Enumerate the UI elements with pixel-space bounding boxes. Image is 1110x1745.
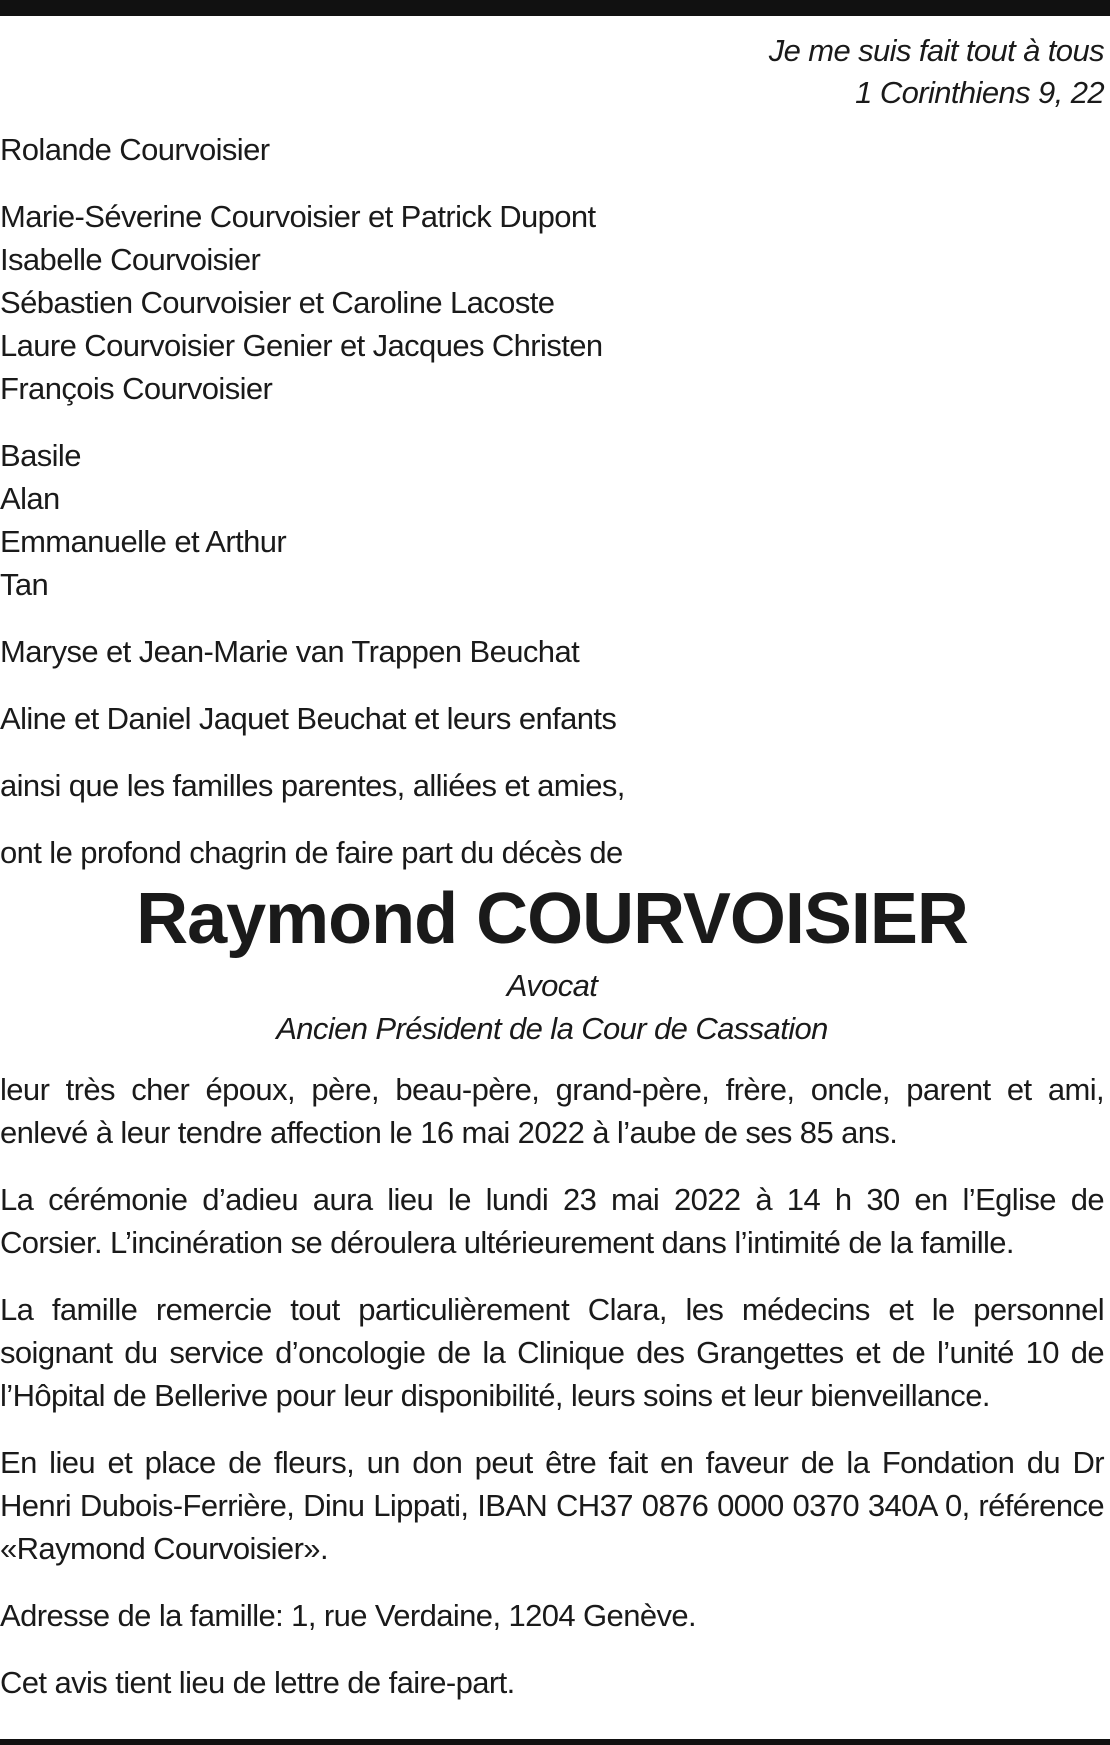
epigraph-quote: Je me suis fait tout à tous <box>768 33 1104 68</box>
child-name: François Courvoisier <box>0 371 273 406</box>
spouse-name: Rolande Courvoisier <box>0 132 270 167</box>
grandchildren-block <box>0 434 1104 606</box>
relatives-block-1 <box>0 630 1104 673</box>
relatives-block-2 <box>0 697 1104 740</box>
top-border-rule <box>0 0 1110 16</box>
child-name: Laure Courvoisier Genier et Jacques Christen <box>0 328 603 363</box>
announcement-line: ont le profond chagrin de faire part du décès de <box>0 835 623 870</box>
relative-line: Aline et Daniel Jaquet Beuchat et leurs enfants <box>0 701 617 736</box>
grandchild-name: Emmanuelle et Arthur <box>0 524 287 559</box>
relative-line: Maryse et Jean-Marie van Trappen Beuchat <box>0 634 580 669</box>
donation-paragraph: En lieu et place de fleurs, un don peut être fait en faveur de la Fondation du Dr Henri Dubois-Ferrière, Dinu Lippati, IBAN CH37 0876 0000 0370 340A 0, référence «Raymond Courvoisier». <box>0 1445 1104 1566</box>
deceased-profession: Avocat <box>506 968 598 1003</box>
grandchild-name: Alan <box>0 481 60 516</box>
child-name: Marie-Séverine Courvoisier et Patrick Dupont <box>0 199 596 234</box>
thanks-paragraph: La famille remercie tout particulièrement Clara, les médecins et le personnel soignant du service d’oncologie de la Clinique des Grangettes et de l’unité 10 de l’Hôpital de Bellerive pour leur disponibilité, leurs soins et leur bienveillance. <box>0 1292 1104 1413</box>
address-paragraph: Adresse de la famille: 1, rue Verdaine, 1204 Genève. <box>0 1598 697 1633</box>
ceremony-paragraph: La cérémonie d’adieu aura lieu le lundi 23 mai 2022 à 14 h 30 en l’Eglise de Corsier. L’incinération se déroulera ultérieurement dans l’intimité de la famille. <box>0 1182 1104 1260</box>
children-block <box>0 195 1104 410</box>
child-name: Isabelle Courvoisier <box>0 242 261 277</box>
relatives-block-3 <box>0 764 1104 807</box>
deceased-titles <box>0 964 1104 1050</box>
announcement-line-block <box>0 831 1104 874</box>
tribute-paragraph: leur très cher époux, père, beau-père, grand-père, frère, oncle, parent et ami, enlevé à leur tendre affection le 16 mai 2022 à l’aube de ses 85 ans. <box>0 1072 1104 1150</box>
spouse-block <box>0 128 1104 171</box>
notice-content <box>0 30 1104 1724</box>
relative-line: ainsi que les familles parentes, alliées et amies, <box>0 768 625 803</box>
bottom-border-rule <box>0 1739 1110 1745</box>
closing-paragraph: Cet avis tient lieu de lettre de faire-part. <box>0 1665 515 1700</box>
epigraph-reference: 1 Corinthiens 9, 22 <box>855 75 1104 110</box>
deceased-former-role: Ancien Président de la Cour de Cassation <box>276 1011 828 1046</box>
deceased-name: Raymond COURVOISIER <box>136 879 968 959</box>
epigraph <box>0 30 1104 114</box>
grandchild-name: Tan <box>0 567 49 602</box>
grandchild-name: Basile <box>0 438 81 473</box>
child-name: Sébastien Courvoisier et Caroline Lacoste <box>0 285 555 320</box>
